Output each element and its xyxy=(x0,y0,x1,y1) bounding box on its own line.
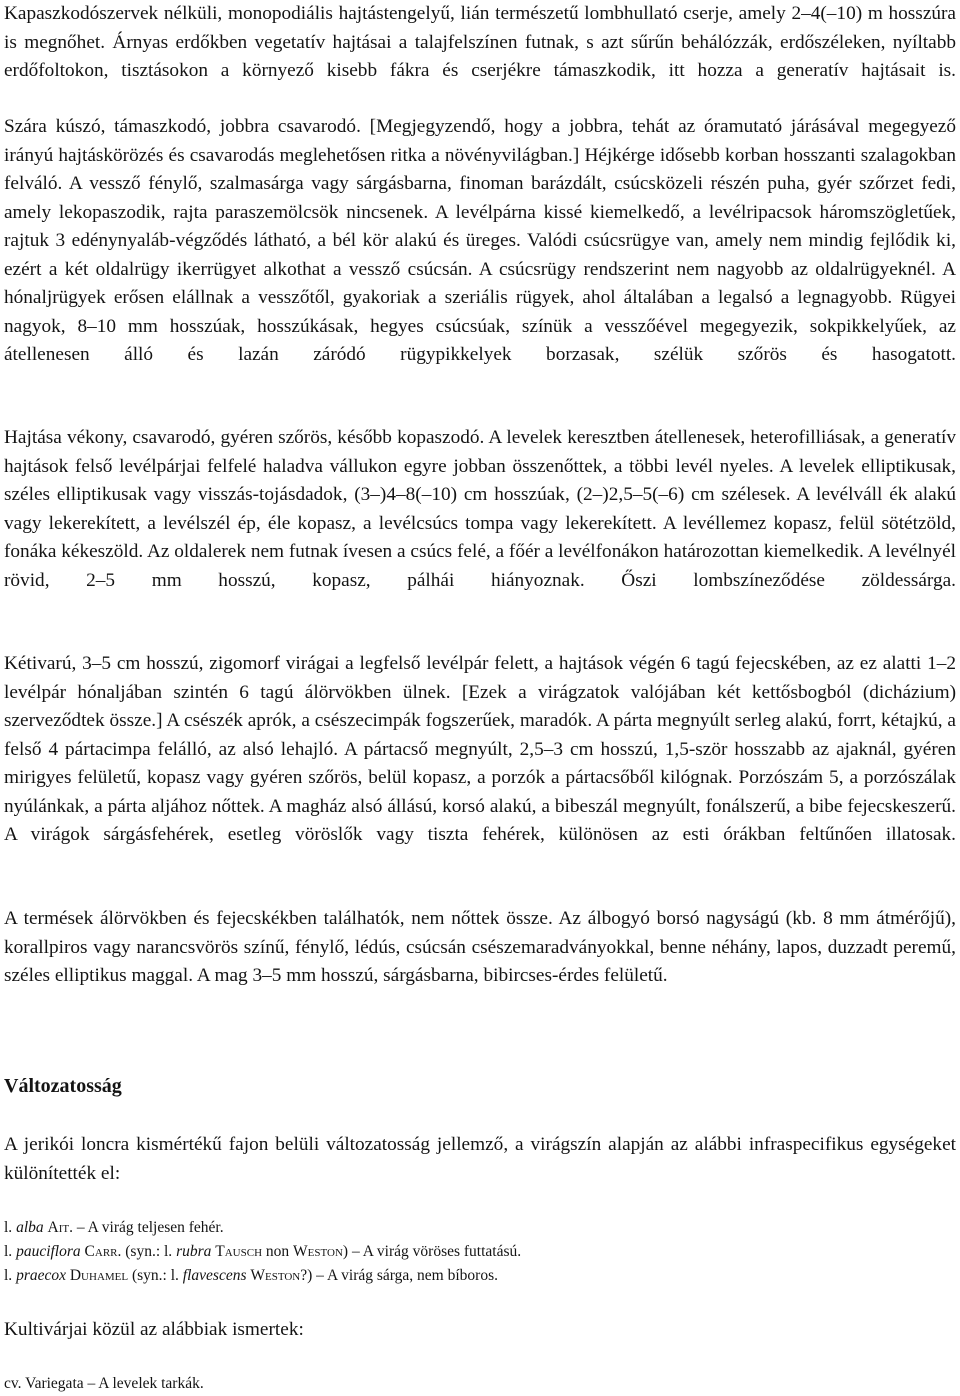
taxon-item: l. pauciflora Carr. (syn.: l. rubra Tausch non Weston) – A virág vöröses futtatású. xyxy=(4,1243,522,1260)
cultivars-intro: Kultivárjai közül az alábbiak ismertek: xyxy=(4,1319,304,1340)
taxon-item: l. praecox Duhamel (syn.: l. flavescens Weston?) – A virág sárga, nem bíboros. xyxy=(4,1267,498,1284)
section-title: Változatosság xyxy=(4,1075,122,1097)
paragraph-stem: Szára kúszó, támaszkodó, jobbra csavarodó. [Megjegyzendő, hogy a jobbra, tehát az óramutató járásával megegyező irányú hajtáskörözés és csavarodás meglehetősen ritka a növényvilágban.] Héjkérge idősebb korban hosszanti szalagokban felváló. A vessző fénylő, szalmasárga vagy sárgásbarna, finoman barázdált, csúcsközeli részén puha, gyér szőrzet fedi, amely lekopaszodik, rajta paraszemölcsök nincsenek. A levélpárna kissé kiemelkedő, a levélripacsok háromszögletűek, rajtuk 3 edénynyaláb-végződés látható, a bél kör alakú és üreges. Valódi csúcsrügye van, amely nem mindig fejlődik ki, ezért a két oldalrügy ikerrügyet alkothat a vessző csúcsán. A csúcsrügy rendszerint nem nagyobb az oldalrügyeknél. A hónaljrügyek erősen elállnak a vesszőtől, gyakoriak a szeriális rügyek, ahol általában a legalsó a legnagyobb. Rügyei nagyok, 8–10 mm hosszúak, hosszúkásak, hegyes csúcsúak, színük a vesszőével megegyezik, sokpikkelyűek, az átellenesen álló és lazán záródó rügypikkelyek borzasak, szélük szőrös és hasogatott. xyxy=(4,116,956,365)
taxon-item: l. alba Ait. – A virág teljesen fehér. xyxy=(4,1219,224,1236)
paragraph-flowers: Kétivarú, 3–5 cm hosszú, zigomorf virágai a legfelső levélpár felett, a hajtások végén 6 tagú fejecskében, az ez alatti 1–2 levélpár hónaljában szintén 6 tagú álörvökben ülnek. [Ezek a virágzatok valójában két kettősbogból (dicházium) szerveződtek össze.] A csészék aprók, a csészecimpák fogszerűek, maradók. A párta megnyúlt serleg alakú, forrt, kétajkú, a felső 4 pártacimpa felálló, az alsó lehajló. A pártacső megnyúlt, 2,5–3 cm hosszú, 1,5-ször hosszabb az ajaknál, gyéren mirigyes felületű, kopasz vagy gyéren szőrös, belül kopasz, a porzók a pártacsőből kilógnak. Porzószám 5, a porzószálak nyúlánkak, a párta aljához nőttek. A magház alsó állású, korsó alakú, a bibeszál megnyúlt, fonálszerű, a bibe fejecskeszerű. A virágok sárgásfehérek, esetleg vöröslők vagy tiszta fehérek, különösen az esti órákban feltűnően illatosak. xyxy=(4,653,956,845)
paragraph-habit: Kapaszkodószervek nélküli, monopodiális hajtástengelyű, lián természetű lombhullató cserje, amely 2–4(–10) m hosszúra is megnőhet. Árnyas erdőkben vegetatív hajtásai a talajfelszínen futnak, s azt sűrűn behálózzák, erdőszéleken, nyíltabb erdőfoltokon, tisztásokon a környező kisebb fákra és cserjékre támaszkodik, itt hozza a generatív hajtásait is. xyxy=(4,3,956,81)
paragraph-leaves: Hajtása vékony, csavarodó, gyéren szőrös, később kopaszodó. A levelek keresztben átellenesek, heterofilliásak, a generatív hajtások felső levélpárjai felfelé haladva vállukon egyre jobban összenőttek, a többi levél nyeles. A levelek elliptikusak, széles elliptikusak vagy visszás-tojásdadok, (3–)4–8(–10) cm hosszúak, (2–)2,5–5(–6) cm szélesek. A levélváll ék alakú vagy lekerekített, a levélszél ép, éle kopasz, a levélcsúcs tompa vagy lekerekített. A levéllemez kopasz, felül sötétzöld, fonáka kékeszöld. Az oldalerek nem futnak ívesen a csúcs felé, a főér a levélfonákon határozottan kiemelkedik. A levélnyél rövid, 2–5 mm hosszú, kopasz, pálhái hiányoznak. Őszi lombszíneződése zöldessárga. xyxy=(4,427,956,591)
paragraph-fruit: A termések álörvökben és fejecskékben találhatók, nem nőttek össze. Az álbogyó borsó nagyságú (kb. 8 mm átmérőjű), korallpiros vagy narancsvörös színű, fénylő, lédús, csúcsán csészemaradványokkal, benne néhány, lapos, duzzadt peremű, széles elliptikus maggal. A mag 3–5 mm hosszú, sárgásbarna, bibircses-érdes felületű. xyxy=(4,908,956,986)
section-intro: A jerikói loncra kismértékű fajon belüli változatosság jellemző, a virágszín alapján az alábbi infraspecifikus egységeket különítették el: xyxy=(4,1134,956,1184)
cultivar-item: cv. Variegata – A levelek tarkák. xyxy=(4,1375,204,1392)
